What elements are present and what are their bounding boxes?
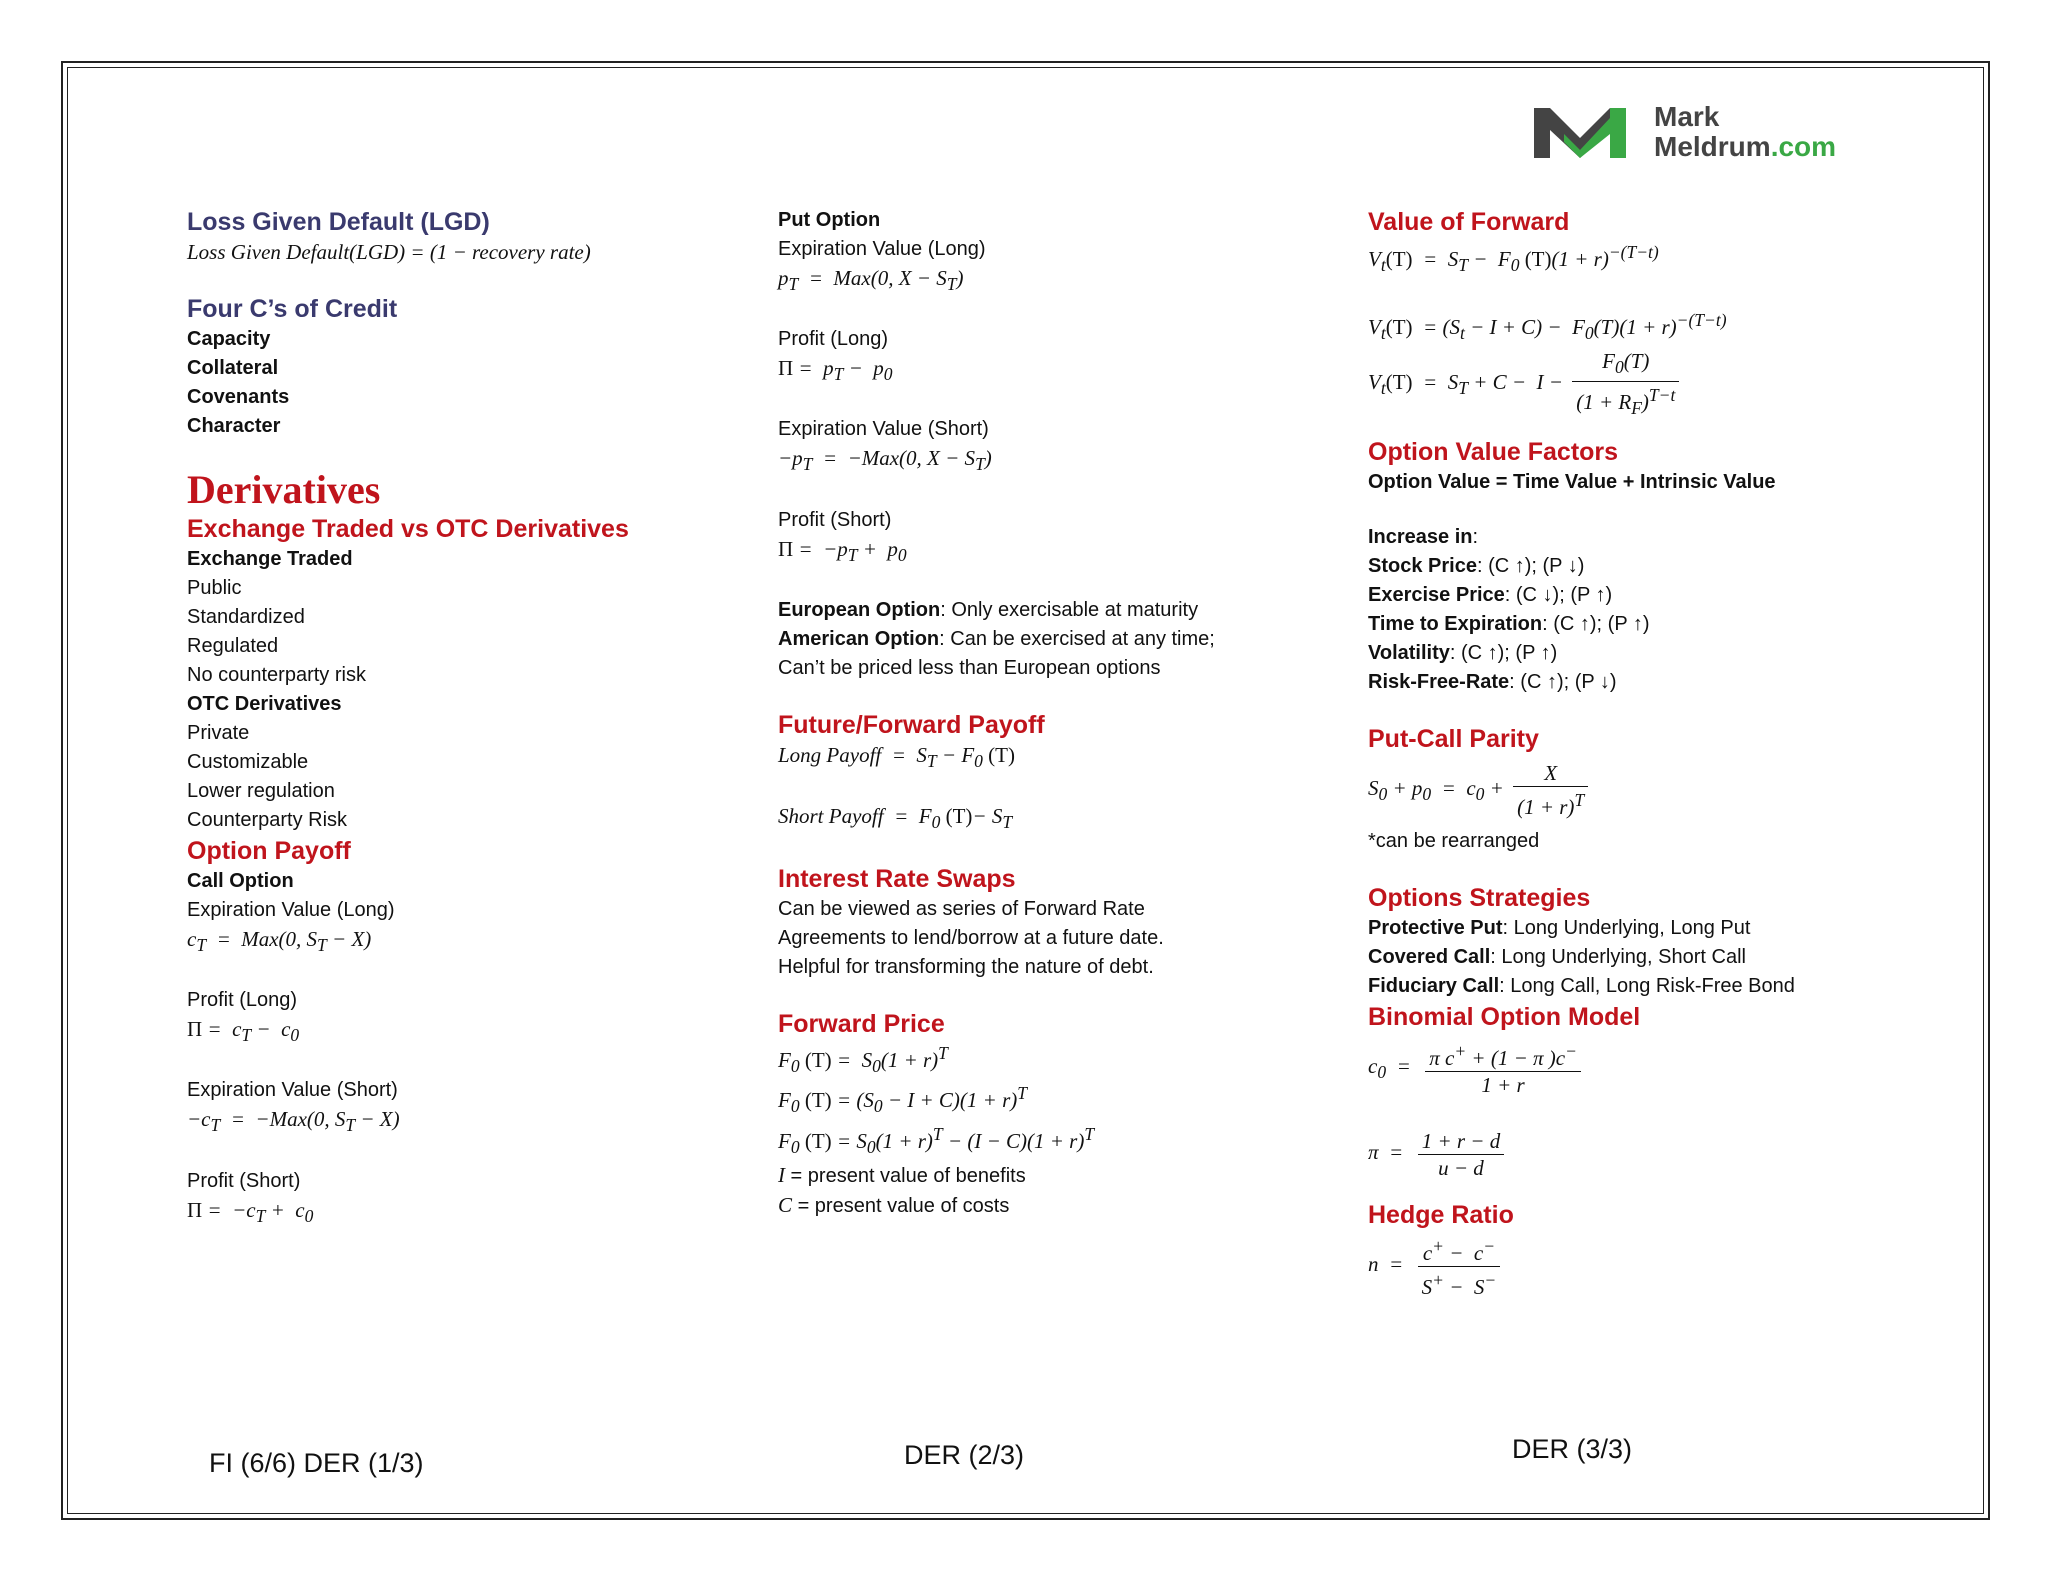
future-forward-title: Future/Forward Payoff — [778, 710, 1045, 739]
vof-formula-3: $V_t(T) = S_T + C - I$ − $\frac{F_0(T)}{(1 + R_F)^{T-t}}$ — [1368, 348, 1928, 421]
call-profit-long-formula: $\Pi = c_T - c_0$ — [187, 1017, 300, 1046]
strategy-row: Covered Call: Long Underlying, Short Call — [1368, 945, 1746, 968]
logo-text — [1654, 102, 1836, 162]
american-option-line-2: Can’t be priced less than European options — [778, 656, 1161, 679]
call-exp-short-label: Expiration Value (Short) — [187, 1079, 398, 1102]
european-option-line: European Option: Only exercisable at maturity — [778, 598, 1199, 621]
factor-row: Volatility: (C ↑); (P ↑) — [1368, 641, 1558, 664]
increase-in-label: Increase in: — [1368, 525, 1479, 548]
c-definition: C = present value of costs — [778, 1192, 1010, 1217]
vof-formula-2: $V_t(T) = (S_t - I + C) - F_0(T)(1 + r)^{-(T-t)}$ — [1368, 310, 1727, 344]
forward-price-formula-1: $F_0$ $(T) = S_0(1 + r)^T$ — [778, 1043, 948, 1077]
call-profit-short-formula: $\Pi = -c_T + c_0$ — [187, 1197, 314, 1226]
put-profit-short-label: Profit (Short) — [778, 508, 892, 531]
put-call-parity-title: Put-Call Parity — [1368, 724, 1539, 753]
factor-row: Time to Expiration: (C ↑); (P ↑) — [1368, 612, 1650, 635]
irs-line: Helpful for transforming the nature of debt. — [778, 956, 1154, 979]
forward-price-title: Forward Price — [778, 1010, 945, 1039]
call-exp-short-formula: $-c_T = -Max(0$, $S_T - X$) — [187, 1107, 400, 1136]
logo — [1530, 100, 1860, 166]
long-payoff-formula: Long Payoff = $S_T - F_0$ (T) — [778, 742, 1015, 771]
credit-item: Collateral — [187, 357, 279, 379]
column-3 — [1368, 206, 1928, 1300]
footer-page-label-2: DER (2/3) — [904, 1440, 1025, 1470]
otc-item: Customizable — [187, 751, 309, 773]
put-profit-long-formula: $\Pi = p_T - p_0$ — [778, 356, 893, 385]
footer-page-label-1: FI (6/6) DER (1/3) — [209, 1448, 424, 1478]
irs-line: Can be viewed as series of Forward Rate — [778, 898, 1145, 921]
credit-item: Covenants — [187, 386, 290, 408]
forward-price-formula-3: $F_0$ $(T) = S_0(1 + r)^T - (I - C)(1 + r)^T$ — [778, 1123, 1095, 1157]
factor-row: Risk-Free-Rate: (C ↑); (P ↓) — [1368, 670, 1617, 693]
otc-item: Private — [187, 722, 250, 744]
call-profit-long-label: Profit (Long) — [187, 989, 298, 1012]
factor-row: Exercise Price: (C ↓); (P ↑) — [1368, 583, 1613, 606]
lgd-title: Loss Given Default (LGD) — [187, 208, 490, 236]
credit-title: Four C’s of Credit — [187, 295, 398, 323]
put-profit-short-formula: $\Pi = -p_T + p_0$ — [778, 536, 907, 565]
exchange-item: Public — [187, 577, 242, 599]
vof-formula-1: $V_t(T) = S_T - F_0$ $(T)(1 + r)^{-(T-t)}$ — [1368, 242, 1659, 276]
hedge-ratio-title: Hedge Ratio — [1368, 1200, 1514, 1229]
exchange-item: Regulated — [187, 635, 279, 657]
value-of-forward-title: Value of Forward — [1368, 208, 1570, 236]
put-exp-long-formula: $p_T = Max(0$, $X - S_T$) — [778, 266, 964, 295]
derivatives-title: Derivatives — [187, 467, 381, 512]
otc-label: OTC Derivatives — [187, 693, 342, 715]
forward-price-formula-2: $F_0$ $(T) = (S_0 - I + C)(1 + r)^T$ — [778, 1083, 1027, 1117]
logo-line2: Meldrum — [1654, 131, 1771, 162]
options-strategies-title: Options Strategies — [1368, 883, 1591, 912]
exchange-title: Exchange Traded vs OTC Derivatives — [187, 515, 629, 543]
call-exp-long-formula: $c_T = Max(0$, $S_T - X$) — [187, 927, 372, 956]
otc-item: Counterparty Risk — [187, 809, 348, 831]
logo-line1: Mark — [1654, 101, 1720, 132]
put-exp-long-label: Expiration Value (Long) — [778, 238, 986, 260]
american-option-line: American Option: Can be exercised at any time; — [778, 627, 1215, 650]
option-value-factors-title: Option Value Factors — [1368, 437, 1619, 466]
hedge-ratio-formula: n = $\frac{c^+ - c^-}{S^+ - S^-}$ — [1368, 1231, 1928, 1300]
strategy-row: Protective Put: Long Underlying, Long Put — [1368, 916, 1751, 939]
column-2 — [778, 206, 1368, 1221]
credit-item: Capacity — [187, 328, 271, 350]
column-1 — [187, 206, 747, 1231]
exchange-item: Standardized — [187, 606, 305, 628]
credit-item: Character — [187, 415, 281, 437]
call-exp-long-label: Expiration Value (Long) — [187, 899, 395, 921]
logo-mark-icon — [1530, 100, 1630, 162]
put-option-label: Put Option — [778, 209, 881, 231]
lgd-formula: Loss Given Default(LGD) = (1 − recovery rate) — [187, 240, 591, 264]
pcp-note: *can be rearranged — [1368, 829, 1540, 852]
i-definition: I = present value of benefits — [778, 1162, 1026, 1187]
logo-domain: .com — [1770, 131, 1837, 162]
exchange-item: No counterparty risk — [187, 664, 366, 686]
binomial-c0-formula: $c_0$ = $\frac{\pi c^+ + (1 - \pi )c^-}{1 + r}$ — [1368, 1033, 1928, 1105]
factor-row: Stock Price: (C ↑); (P ↓) — [1368, 554, 1585, 577]
short-payoff-formula: Short Payoff = $F_0$ $(T)- S_T$ — [778, 803, 1013, 833]
footer-page-label-3: DER (3/3) — [1512, 1434, 1633, 1464]
option-payoff-title: Option Payoff — [187, 837, 351, 865]
put-profit-long-label: Profit (Long) — [778, 328, 889, 351]
exchange-traded-label: Exchange Traded — [187, 548, 353, 570]
put-exp-short-formula: $-p_T = -Max(0$, $X - S_T$) — [778, 446, 992, 475]
binomial-pi-formula: π = $\frac{1 + r - d}{u - d}$ — [1368, 1119, 1928, 1185]
option-value-equation: Option Value = Time Value + Intrinsic Value — [1368, 470, 1776, 493]
irs-line: Agreements to lend/borrow at a future date. — [778, 927, 1164, 950]
call-profit-short-label: Profit (Short) — [187, 1169, 301, 1192]
call-option-label: Call Option — [187, 870, 294, 892]
otc-item: Lower regulation — [187, 780, 335, 802]
irs-title: Interest Rate Swaps — [778, 865, 1016, 894]
put-call-parity-formula: $S_0 + p_0 = c_0$ + $\frac{X}{(1 + r)^T}$ — [1368, 755, 1928, 827]
binomial-option-model-title: Binomial Option Model — [1368, 1002, 1641, 1031]
strategy-row: Fiduciary Call: Long Call, Long Risk-Free Bond — [1368, 974, 1795, 997]
put-exp-short-label: Expiration Value (Short) — [778, 418, 989, 441]
